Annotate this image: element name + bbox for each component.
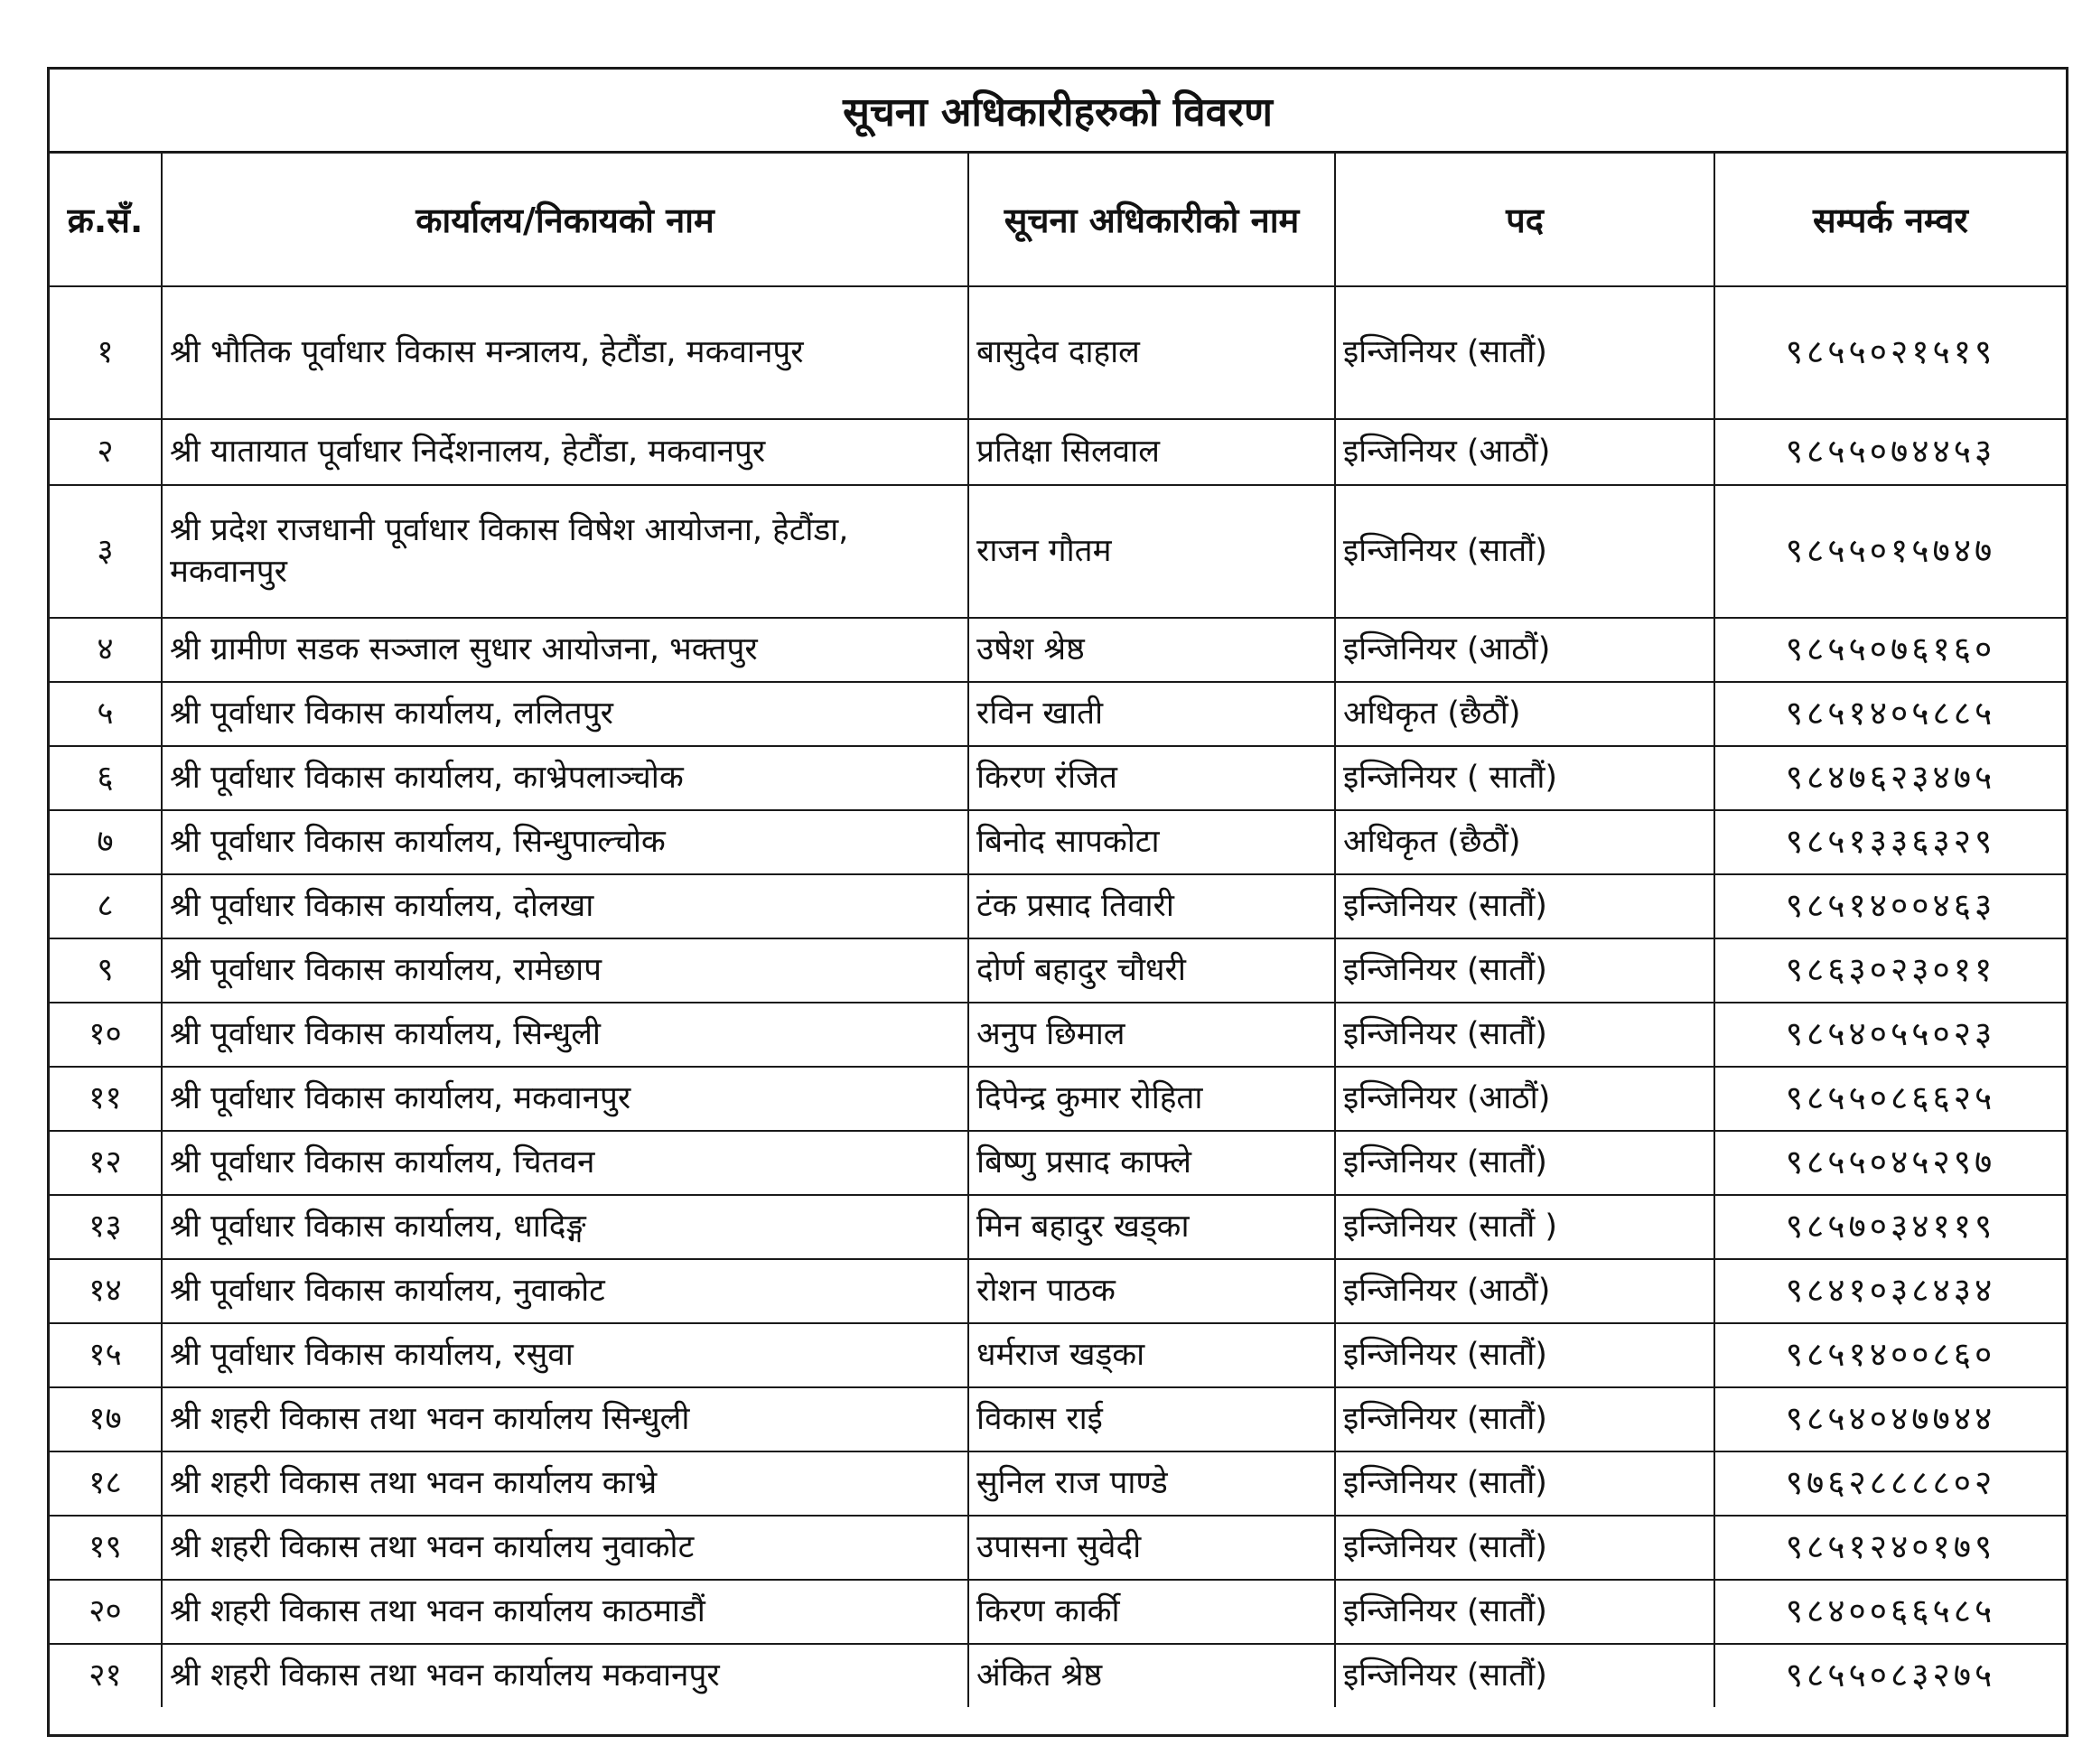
header-serial-number: क्र.सँ. [50,154,162,286]
contact-number-cell: ९८४१०३८४३४ [1714,1259,2066,1323]
officer-name-cell: बिनोद सापकोटा [968,810,1335,874]
officer-name-cell: मिन बहादुर खड्का [968,1195,1335,1259]
contact-number-cell: ९८५५०८३२७५ [1714,1644,2066,1707]
officer-name-cell: दिपेन्द्र कुमार रोहिता [968,1067,1335,1131]
table-row [50,746,2066,810]
table-row [50,682,2066,746]
serial-number-cell: ९ [50,938,162,1003]
serial-number-cell: २ [50,419,162,485]
contact-number-cell: ९८५४०५५०२३ [1714,1003,2066,1067]
office-name-cell: श्री पूर्वाधार विकास कार्यालय, धादिङ्ग [162,1195,968,1259]
table-row [50,1644,2066,1707]
contact-number-cell: ९८६३०२३०११ [1714,938,2066,1003]
post-cell: इन्जिनियर (सातौं) [1335,485,1714,618]
table-row [50,1003,2066,1067]
table-row [50,1131,2066,1195]
officer-name-cell: किरण रंजित [968,746,1335,810]
office-name-cell: श्री शहरी विकास तथा भवन कार्यालय मकवानपुर [162,1644,968,1707]
post-cell: इन्जिनियर (सातौं) [1335,1003,1714,1067]
office-name-cell: श्री शहरी विकास तथा भवन कार्यालय काठमाडौं [162,1580,968,1644]
officer-name-cell: उपासना सुवेदी [968,1516,1335,1580]
office-name-cell: श्री पूर्वाधार विकास कार्यालय, दोलखा [162,874,968,938]
serial-number-cell: १५ [50,1323,162,1387]
contact-number-cell: ९८५१२४०१७९ [1714,1516,2066,1580]
serial-number-cell: २१ [50,1644,162,1707]
officer-name-cell: दोर्ण बहादुर चौधरी [968,938,1335,1003]
post-cell: इन्जिनियर (सातौं) [1335,938,1714,1003]
post-cell: इन्जिनियर (सातौं) [1335,1131,1714,1195]
header-contact-number: सम्पर्क नम्वर [1714,154,2066,286]
office-name-cell: श्री यातायात पूर्वाधार निर्देशनालय, हेटौंडा, मकवानपुर [162,419,968,485]
contact-number-cell: ९८५४०४७७४४ [1714,1387,2066,1451]
post-cell: इन्जिनियर (आठौं) [1335,618,1714,682]
officer-name-cell: उषेश श्रेष्ठ [968,618,1335,682]
office-name-cell: श्री प्रदेश राजधानी पूर्वाधार विकास विषेश आयोजना, हेटौंडा, मकवानपुर [162,485,968,618]
header-post: पद [1335,154,1714,286]
office-name-cell: श्री पूर्वाधार विकास कार्यालय, काभ्रेपलाञ्चोक [162,746,968,810]
officer-name-cell: प्रतिक्षा सिलवाल [968,419,1335,485]
officer-name-cell: रविन खाती [968,682,1335,746]
officer-name-cell: विकास राई [968,1387,1335,1451]
post-cell: अधिकृत (छैठौं) [1335,810,1714,874]
office-name-cell: श्री पूर्वाधार विकास कार्यालय, रसुवा [162,1323,968,1387]
officer-name-cell: बासुदेव दाहाल [968,286,1335,419]
document-title: सूचना अधिकारीहरुको विवरण [50,70,2066,154]
table-row [50,1195,2066,1259]
serial-number-cell: १० [50,1003,162,1067]
serial-number-cell: ५ [50,682,162,746]
post-cell: अधिकृत (छैठौं) [1335,682,1714,746]
post-cell: इन्जिनियर (सातौं ) [1335,1195,1714,1259]
table-row [50,1323,2066,1387]
contact-number-cell: ९८५५०८६६२५ [1714,1067,2066,1131]
table-row [50,1067,2066,1131]
serial-number-cell: १९ [50,1516,162,1580]
officer-name-cell: किरण कार्की [968,1580,1335,1644]
serial-number-cell: ६ [50,746,162,810]
post-cell: इन्जिनियर (सातौं) [1335,1323,1714,1387]
officer-name-cell: अंकित श्रेष्ठ [968,1644,1335,1707]
table-row [50,938,2066,1003]
officer-name-cell: बिष्णु प्रसाद काफ्ले [968,1131,1335,1195]
table-row [50,1516,2066,1580]
office-name-cell: श्री पूर्वाधार विकास कार्यालय, सिन्धुपाल्चोक [162,810,968,874]
office-name-cell: श्री शहरी विकास तथा भवन कार्यालय सिन्धुली [162,1387,968,1451]
office-name-cell: श्री पूर्वाधार विकास कार्यालय, चितवन [162,1131,968,1195]
contact-number-cell: ९८५१४००४६३ [1714,874,2066,938]
serial-number-cell: ८ [50,874,162,938]
post-cell: इन्जिनियर (सातौं) [1335,1387,1714,1451]
serial-number-cell: ७ [50,810,162,874]
info-officers-sheet [47,67,2068,1737]
office-name-cell: श्री शहरी विकास तथा भवन कार्यालय नुवाकोट [162,1516,968,1580]
officers-table [50,154,2066,1707]
table-row [50,618,2066,682]
office-name-cell: श्री पूर्वाधार विकास कार्यालय, रामेछाप [162,938,968,1003]
serial-number-cell: १३ [50,1195,162,1259]
table-row [50,874,2066,938]
serial-number-cell: १८ [50,1451,162,1516]
serial-number-cell: १२ [50,1131,162,1195]
table-row [50,810,2066,874]
serial-number-cell: ३ [50,485,162,618]
serial-number-cell: ४ [50,618,162,682]
office-name-cell: श्री शहरी विकास तथा भवन कार्यालय काभ्रे [162,1451,968,1516]
table-row [50,419,2066,485]
contact-number-cell: ९८५५०७४४५३ [1714,419,2066,485]
table-body [50,286,2066,1707]
office-name-cell: श्री पूर्वाधार विकास कार्यालय, मकवानपुर [162,1067,968,1131]
table-row [50,286,2066,419]
officer-name-cell: टंक प्रसाद तिवारी [968,874,1335,938]
post-cell: इन्जिनियर (सातौं) [1335,1644,1714,1707]
table-row [50,1451,2066,1516]
officer-name-cell: सुनिल राज पाण्डे [968,1451,1335,1516]
contact-number-cell: ९८५१४०५८८५ [1714,682,2066,746]
office-name-cell: श्री पूर्वाधार विकास कार्यालय, ललितपुर [162,682,968,746]
officer-name-cell: राजन गौतम [968,485,1335,618]
post-cell: इन्जिनियर (सातौं) [1335,874,1714,938]
post-cell: इन्जिनियर (आठौं) [1335,1259,1714,1323]
office-name-cell: श्री पूर्वाधार विकास कार्यालय, सिन्धुली [162,1003,968,1067]
post-cell: इन्जिनियर (सातौं) [1335,1516,1714,1580]
contact-number-cell: ९८४७६२३४७५ [1714,746,2066,810]
post-cell: इन्जिनियर (सातौं) [1335,286,1714,419]
serial-number-cell: १७ [50,1387,162,1451]
contact-number-cell: ९८५५०१५७४७ [1714,485,2066,618]
contact-number-cell: ९८५१४००८६० [1714,1323,2066,1387]
office-name-cell: श्री पूर्वाधार विकास कार्यालय, नुवाकोट [162,1259,968,1323]
office-name-cell: श्री भौतिक पूर्वाधार विकास मन्त्रालय, हेटौंडा, मकवानपुर [162,286,968,419]
post-cell: इन्जिनियर (आठौं) [1335,419,1714,485]
office-name-cell: श्री ग्रामीण सडक सञ्जाल सुधार आयोजना, भक्तपुर [162,618,968,682]
post-cell: इन्जिनियर (सातौं) [1335,1451,1714,1516]
table-row [50,1580,2066,1644]
post-cell: इन्जिनियर (सातौं) [1335,1580,1714,1644]
contact-number-cell: ९७६२८८८८०२ [1714,1451,2066,1516]
serial-number-cell: २० [50,1580,162,1644]
header-office-name: कार्यालय/निकायको नाम [162,154,968,286]
table-row [50,485,2066,618]
contact-number-cell: ९८५१३३६३२९ [1714,810,2066,874]
contact-number-cell: ९८४००६६५८५ [1714,1580,2066,1644]
post-cell: इन्जिनियर (आठौं) [1335,1067,1714,1131]
contact-number-cell: ९८५५०२१५१९ [1714,286,2066,419]
officer-name-cell: अनुप छिमाल [968,1003,1335,1067]
officer-name-cell: धर्मराज खड्का [968,1323,1335,1387]
contact-number-cell: ९८५७०३४११९ [1714,1195,2066,1259]
header-officer-name: सूचना अधिकारीको नाम [968,154,1335,286]
table-header-row [50,154,2066,286]
table-row [50,1387,2066,1451]
serial-number-cell: १४ [50,1259,162,1323]
contact-number-cell: ९८५५०७६१६० [1714,618,2066,682]
contact-number-cell: ९८५५०४५२९७ [1714,1131,2066,1195]
table-row [50,1259,2066,1323]
post-cell: इन्जिनियर ( सातौं) [1335,746,1714,810]
serial-number-cell: ११ [50,1067,162,1131]
serial-number-cell: १ [50,286,162,419]
officer-name-cell: रोशन पाठक [968,1259,1335,1323]
